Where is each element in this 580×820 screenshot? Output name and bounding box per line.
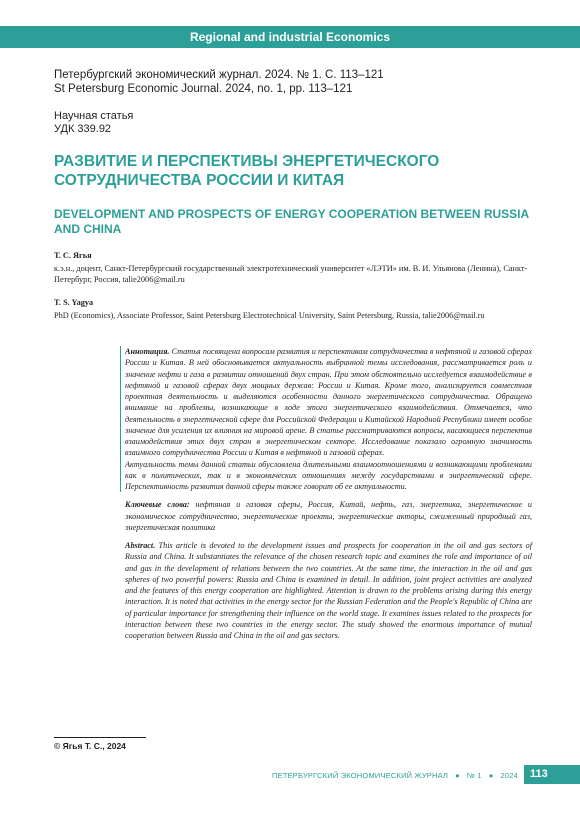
author-affiliation-ru: к.э.н., доцент, Санкт-Петербургский государственный электротехнический университет «ЛЭТИ» им. В. И. Ульянова (Ленина), Санкт-Петербург, Россия, talie2006@mail.ru: [54, 264, 528, 284]
abstract-ru: [120, 346, 532, 492]
abstract-ru-text-2: Актуальность темы данной статьи обусловлена длительными взаимоотношениями и возникающими проблемами как в политических, так и в экономических отношениях между государствами в энергетической сфере. Перспективность развития данной сферы также говорит об ее актуальности.: [125, 459, 532, 491]
section-header: Regional and industrial Economics: [0, 26, 580, 48]
citation-en: St Petersburg Economic Journal. 2024, no. 1, pp. 113–121: [54, 83, 353, 95]
article-meta: [54, 110, 534, 136]
abstract-en-text: This article is devoted to the development issues and prospects for cooperation in the oil and gas sectors of Russia and China. It substantiates the relevance of the chosen research topic and examines the role and importance of oil and gas in the development of relations between the two countries. At the same time, the interaction in the oil and gas spheres of two powerful powers: Russia and China is examined in detail. In addition, joint project activities are analyzed and the features of this energy cooperation are highlighted. Attention is drawn to the problems arising during this energy interaction. It is noted that activities in the energy sector for the Russian Federation and the People's Republic of China are of particular importance for strengthening their influence on the world stage. It examines issues related to the prospects for interaction between these two countries in the energy sector. The study showed the enormous importance of mutual cooperation between Russia and China in the oil and gas sectors.: [125, 541, 532, 640]
title-ru: РАЗВИТИЕ И ПЕРСПЕКТИВЫ ЭНЕРГЕТИЧЕСКОГО СОТРУДНИЧЕСТВА РОССИИ И КИТАЯ: [54, 153, 440, 189]
author-ru: [54, 250, 534, 285]
keywords-ru: [120, 499, 532, 533]
keywords-ru-label: Ключевые слова:: [125, 500, 190, 510]
abstract-ru-label: Аннотация.: [125, 347, 170, 356]
running-footer: [272, 771, 518, 780]
abstract-section: [120, 346, 532, 641]
udc-code: УДК 339.92: [54, 123, 112, 135]
bullet-icon: ●: [455, 771, 460, 780]
author-en: [54, 297, 534, 321]
footer-year: 2024: [500, 771, 518, 780]
page-number: 113: [524, 765, 580, 784]
keywords-ru-text: нефтяная и газовая сферы, Россия, Китай, нефть, газ, энергетика, энергетическое и экономическое сотрудничество, энергетические проекты, энергетические акторы, сжиженный природный газ, энергетическая политика: [125, 500, 533, 532]
author-name-en: T. S. Yagya: [54, 298, 94, 307]
footer-issue: № 1: [466, 771, 482, 780]
title-en: DEVELOPMENT AND PROSPECTS OF ENERGY COOPERATION BETWEEN RUSSIA AND CHINA: [54, 207, 529, 236]
citation: [54, 68, 534, 96]
abstract-en-label: Abstract.: [125, 541, 156, 550]
copyright: © Ягья Т. С., 2024: [54, 741, 126, 751]
author-affiliation-en: PhD (Economics), Associate Professor, Saint Petersburg Electrotechnical University, Saint Petersburg, Russia, talie2006@mail.ru: [54, 311, 485, 320]
bullet-icon: ●: [488, 771, 494, 780]
citation-ru: Петербургский экономический журнал. 2024. № 1. С. 113–121: [54, 69, 384, 81]
author-name-ru: Т. С. Ягья: [54, 251, 92, 260]
footer-journal: ПЕТЕРБУРГСКИЙ ЭКОНОМИЧЕСКИЙ ЖУРНАЛ: [272, 771, 449, 780]
article-type: Научная статья: [54, 110, 134, 122]
abstract-ru-text: Статья посвящена вопросам развития и перспективам сотрудничества в нефтяной и газовой сферах России и Китая. В ней обосновывается актуальность выбранной темы исследования, рассматривается роль и значение нефти и газа в развитии отношений двух стран. При этом обстоятельно исследуется взаимодействие в нефтяной и газовой сферах двух мощных держав: России и Китая. Кроме того, анализируется совместная проектная деятельность и выделяются особенности данного энергетического сотрудничества. Обращено внимание на проблемы, возникающие в ходе этого энергетического взаимодействия. Отмечается, что деятельность в энергетической сфере для Российской Федерации и Китайской Народной Республики имеет особое значение для усиления их влияния на мировой арене. В статье рассматриваются вопросы, касающиеся перспектив взаимодействия этих двух стран в энергетическом секторе. Исследование показало огромную значимость взаимного сотрудничества России и Китая в нефтяной и газовой сферах.: [125, 347, 532, 458]
abstract-en: [120, 540, 532, 641]
footnote-divider: [54, 737, 146, 738]
